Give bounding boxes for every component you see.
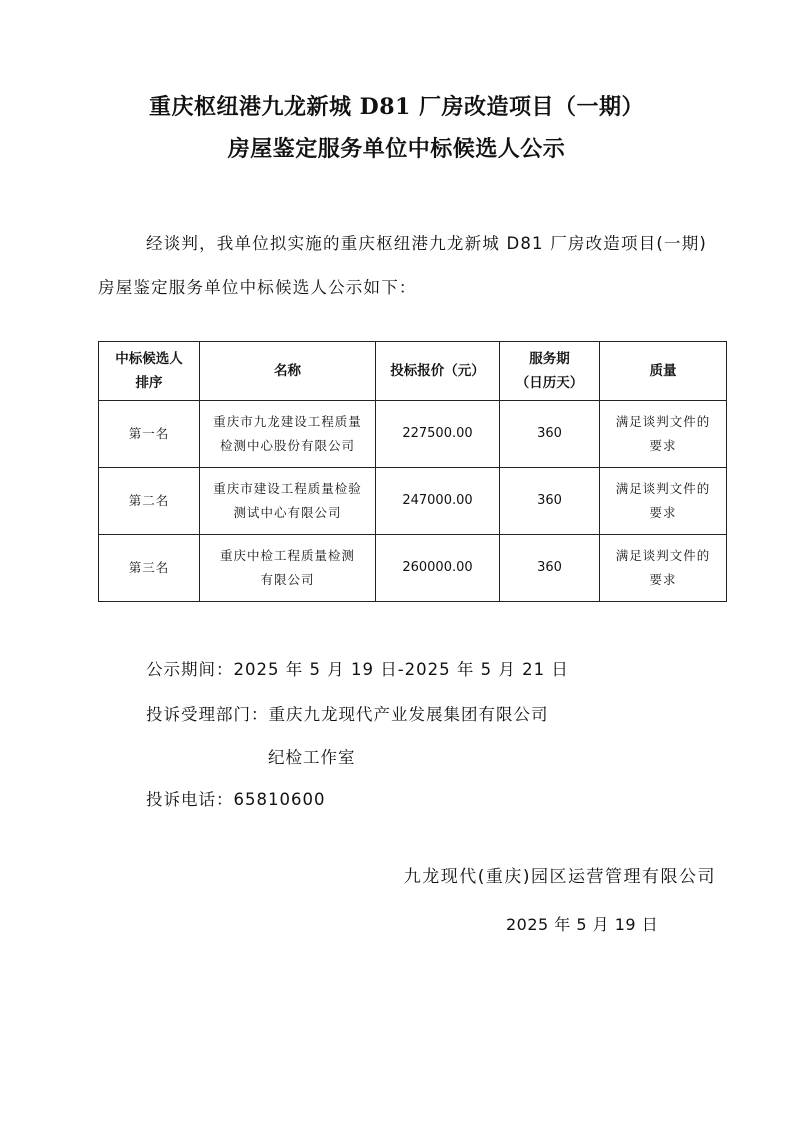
issuing-organization: 九龙现代(重庆)园区运营管理有限公司 (403, 867, 716, 887)
name-cell: 重庆市九龙建设工程质量 检测中心股份有限公司 (200, 401, 376, 468)
table-header-row (99, 342, 727, 401)
header-quality: 质量 (600, 342, 727, 401)
document-title-line2: 房屋鉴定服务单位中标候选人公示 (227, 136, 566, 162)
complaint-department-office: 纪检工作室 (268, 748, 356, 767)
price-cell: 247000.00 (376, 468, 500, 535)
intro-line2: 房屋鉴定服务单位中标候选人公示如下： (98, 278, 417, 297)
table-row (99, 468, 727, 535)
complaint-phone: 投诉电话：65810600 (146, 790, 326, 809)
table-row (99, 535, 727, 602)
name-cell: 重庆市建设工程质量检验 测试中心有限公司 (200, 468, 376, 535)
intro-line1: 经谈判，我单位拟实施的重庆枢纽港九龙新城 D81 厂房改造项目(一期) (146, 234, 708, 253)
rank-cell: 第二名 (99, 468, 200, 535)
header-price: 投标报价（元） (376, 342, 500, 401)
table-row (99, 401, 727, 468)
quality-cell: 满足谈判文件的 要求 (600, 535, 727, 602)
header-rank: 中标候选人 排序 (99, 342, 200, 401)
rank-cell: 第一名 (99, 401, 200, 468)
candidates-table (98, 341, 727, 602)
name-cell: 重庆中检工程质量检测 有限公司 (200, 535, 376, 602)
price-cell: 260000.00 (376, 535, 500, 602)
document-title-line1: 重庆枢纽港九龙新城 D81 厂房改造项目（一期） (148, 94, 644, 120)
period-cell: 360 (500, 535, 600, 602)
rank-cell: 第三名 (99, 535, 200, 602)
quality-cell: 满足谈判文件的 要求 (600, 468, 727, 535)
complaint-department: 投诉受理部门：重庆九龙现代产业发展集团有限公司 (146, 705, 549, 724)
header-period: 服务期 （日历天） (500, 342, 600, 401)
publicity-period: 公示期间：2025 年 5 月 19 日-2025 年 5 月 21 日 (146, 660, 569, 679)
header-name: 名称 (200, 342, 376, 401)
issue-date: 2025 年 5 月 19 日 (506, 915, 659, 934)
quality-cell: 满足谈判文件的 要求 (600, 401, 727, 468)
period-cell: 360 (500, 401, 600, 468)
price-cell: 227500.00 (376, 401, 500, 468)
period-cell: 360 (500, 468, 600, 535)
